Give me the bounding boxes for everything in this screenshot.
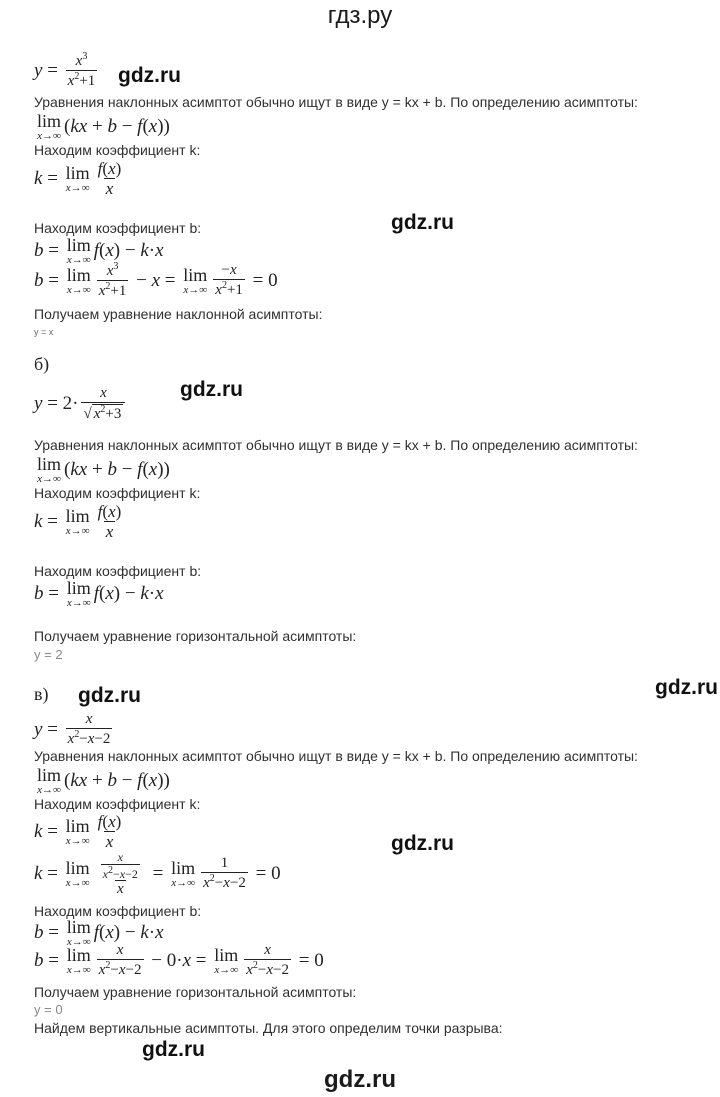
watermark: gdz.ru	[391, 211, 454, 234]
intro-text: Уравнения наклонных асимптот обычно ищут в виде y = kx + b. По определению асимптоты:	[34, 94, 638, 110]
formula-function-b: y = 2· x √ $x^2+3$	[34, 386, 128, 423]
result-value-b: y = 2	[34, 647, 63, 662]
watermark: gdz.ru	[180, 378, 243, 401]
result-text-b: Получаем уравнение горизонтальной асимптоты:	[34, 628, 357, 644]
formula-k: k = lim x→∞ $\frac{f(x)}{x}$	[34, 812, 122, 851]
formula-limit-definition: lim x→∞ ( kx + b − f ( x ))	[37, 111, 170, 142]
formula-b-computed: b = lim x→∞ $\frac{x}{x^2-x-2}$ − 0· x = lim x→∞ $\frac{x}{x^2-x-2}$ = 0	[34, 942, 324, 978]
formula-b: b = lim x→∞ f ( x ) − k · x	[34, 235, 164, 266]
formula-k: k = lim x→∞ $\frac{f(x)}{x}$	[34, 502, 122, 541]
find-b-text: Находим коэффициент b:	[34, 563, 202, 579]
formula-limit-definition: lim x→∞ ( kx + b − f ( x ))	[37, 454, 170, 485]
part-label-b: б)	[34, 354, 50, 374]
find-b-text: Находим коэффициент b:	[34, 903, 202, 919]
formula-b: b = lim x→∞ f ( x ) − k · x	[34, 578, 164, 609]
watermark: gdz.ru	[142, 1038, 205, 1061]
formula-b: b = lim x→∞ f ( x ) − k · x	[34, 917, 164, 948]
watermark: gdz.ru	[78, 684, 141, 707]
vertical-asymptote-text: Найдем вертикальные асимптоты. Для этого определим точки разрыва:	[34, 1020, 503, 1036]
intro-text: Уравнения наклонных асимптот обычно ищут в виде y = kx + b. По определению асимптоты:	[34, 437, 638, 453]
find-k-text: Находим коэффициент k:	[34, 142, 201, 158]
part-label-v: в)	[34, 684, 49, 704]
find-k-text: Находим коэффициент k:	[34, 485, 201, 501]
page-header: гдз.ру	[327, 2, 393, 29]
watermark: gdz.ru	[391, 832, 454, 855]
find-b-text: Находим коэффициент b:	[34, 220, 202, 236]
result-text-v: Получаем уравнение горизонтальной асимптоты:	[34, 984, 357, 1000]
formula-b-computed: b = lim x→∞ $\frac{x^3}{x^2+1}$ − x = lim x→∞ $\frac{-x}{x^2+1}$ = 0	[34, 261, 278, 299]
formula-limit-definition: lim x→∞ ( kx + b − f ( x ))	[37, 765, 170, 796]
result-text-a: Получаем уравнение наклонной асимптоты:	[34, 306, 323, 322]
formula-k-computed: k = lim x→∞ $\frac{\frac{x}{x^2-x-2}}{x}$ = lim x→∞ $\frac{1}{x^2-x-2}$ = 0	[34, 850, 281, 898]
formula-function-a: y = $\frac{x^3}{x^2+1}$	[34, 51, 96, 89]
watermark: gdz.ru	[118, 64, 181, 87]
page-footer: gdz.ru	[324, 1066, 396, 1093]
find-k-text: Находим коэффициент k:	[34, 796, 201, 812]
result-value-a: y = x	[34, 327, 54, 337]
watermark: gdz.ru	[655, 676, 718, 699]
formula-function-v: y = $\frac{x}{x^2-x-2}$	[34, 711, 111, 747]
intro-text: Уравнения наклонных асимптот обычно ищут в виде y = kx + b. По определению асимптоты:	[34, 748, 638, 764]
formula-k: k = lim x→∞ $\frac{f(x)}{x}$	[34, 159, 122, 198]
result-value-v: y = 0	[34, 1002, 63, 1017]
